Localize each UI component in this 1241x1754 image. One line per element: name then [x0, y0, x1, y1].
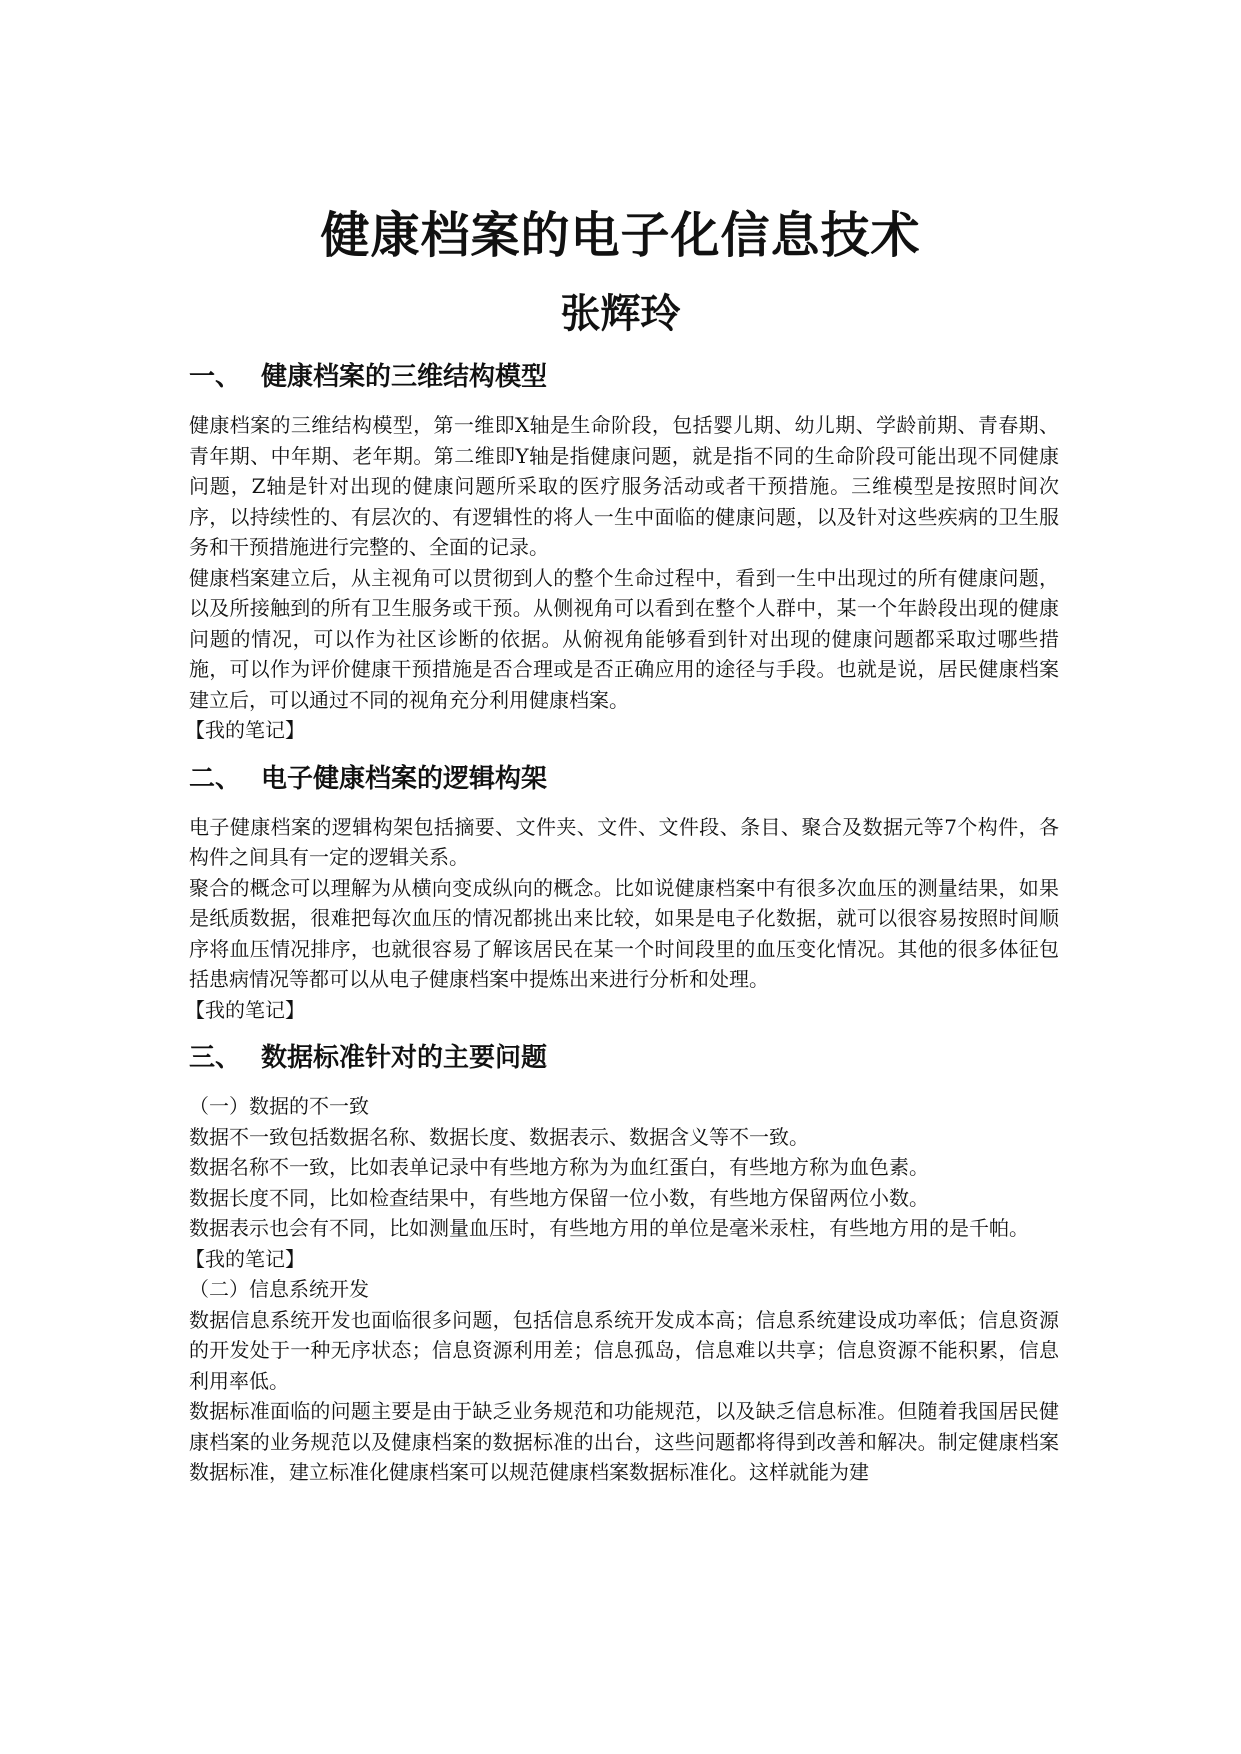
- paragraph: 聚合的概念可以理解为从横向变成纵向的概念。比如说健康档案中有很多次血压的测量结果，如果是纸质数据，很难把每次血压的情况都挑出来比较，如果是电子化数据，就可以很容易按照时间顺序将血压情况排序，也就很容易了解该居民在某一个时间段里的血压变化情况。其他的很多体征包括患病情况等都可以从电子健康档案中提炼出来进行分析和处理。: [189, 875, 1059, 991]
- section-3: [185, 1039, 1059, 1488]
- document-author: 张辉玲: [560, 291, 681, 337]
- paragraph: 健康档案建立后，从主视角可以贯彻到人的整个生命过程中，看到一生中出现过的所有健康问题，以及所接触到的所有卫生服务或干预。从侧视角可以看到在整个人群中，某一个年龄段出现的健康问题的情况，可以作为社区诊断的依据。从俯视角能够看到针对出现的健康问题都采取过哪些措施，可以作为评价健康干预措施是否合理或是否正确应用的途径与手段。也就是说，居民健康档案建立后，可以通过不同的视角充分利用健康档案。: [189, 565, 1059, 712]
- section-number: 三、: [189, 1043, 242, 1073]
- paragraph: 数据长度不同，比如检查结果中，有些地方保留一位小数，有些地方保留两位小数。: [189, 1185, 929, 1210]
- section-heading: [189, 760, 1059, 798]
- section-number: 一、: [189, 362, 242, 392]
- paragraph: 数据信息系统开发也面临很多问题，包括信息系统开发成本高；信息系统建设成功率低；信息资源的开发处于一种无序状态；信息资源利用差；信息孤岛，信息难以共享；信息资源不能积累，信息利用率低。: [189, 1307, 1059, 1393]
- section-heading: [189, 358, 1059, 396]
- paragraph: 数据名称不一致，比如表单记录中有些地方称为为血红蛋白，有些地方称为血色素。: [189, 1155, 929, 1179]
- subsection-heading: （二）信息系统开发: [189, 1277, 369, 1301]
- section-1: [185, 358, 1059, 746]
- section-number: 二、: [189, 763, 242, 794]
- section-heading-text: 电子健康档案的逻辑构架: [261, 763, 548, 794]
- paragraph: 数据不一致包括数据名称、数据长度、数据表示、数据含义等不一致。: [189, 1124, 809, 1149]
- section-heading-text: 数据标准针对的主要问题: [261, 1043, 548, 1073]
- subsection-heading: （一）数据的不一致: [189, 1094, 369, 1118]
- paragraph: 电子健康档案的逻辑构架包括摘要、文件夹、文件、文件段、条目、聚合及数据元等7个构件，各构件之间具有一定的逻辑关系。: [189, 814, 1059, 869]
- my-notes-label: 【我的笔记】: [185, 997, 305, 1022]
- my-notes-label: 【我的笔记】: [185, 718, 305, 742]
- paragraph: 健康档案的三维结构模型，第一维即X轴是生命阶段，包括婴儿期、幼儿期、学龄前期、青春期、青年期、中年期、老年期。第二维即Y轴是指健康问题，就是指不同的生命阶段可能出现不同健康问题，Z轴是针对出现的健康问题所采取的医疗服务活动或者干预措施。三维模型是按照时间次序，以持续性的、有层次的、有逻辑性的将人一生中面临的健康问题，以及针对这些疾病的卫生服务和干预措施进行完整的、全面的记录。: [189, 413, 1059, 559]
- section-heading-text: 健康档案的三维结构模型: [261, 362, 548, 392]
- paragraph: 数据标准面临的问题主要是由于缺乏业务规范和功能规范，以及缺乏信息标准。但随着我国居民健康档案的业务规范以及健康档案的数据标准的出台，这些问题都将得到改善和解决。制定健康档案数据标准，建立标准化健康档案可以规范健康档案数据标准化。这样就能为建: [189, 1399, 1059, 1484]
- section-heading: [189, 1039, 1059, 1077]
- document-title: 健康档案的电子化信息技术: [320, 207, 921, 264]
- document-body: [185, 358, 1059, 1488]
- paragraph: 数据表示也会有不同，比如测量血压时，有些地方用的单位是毫米汞柱，有些地方用的是千帕。: [189, 1216, 1029, 1240]
- my-notes-label: 【我的笔记】: [185, 1246, 305, 1271]
- section-2: [185, 760, 1059, 1026]
